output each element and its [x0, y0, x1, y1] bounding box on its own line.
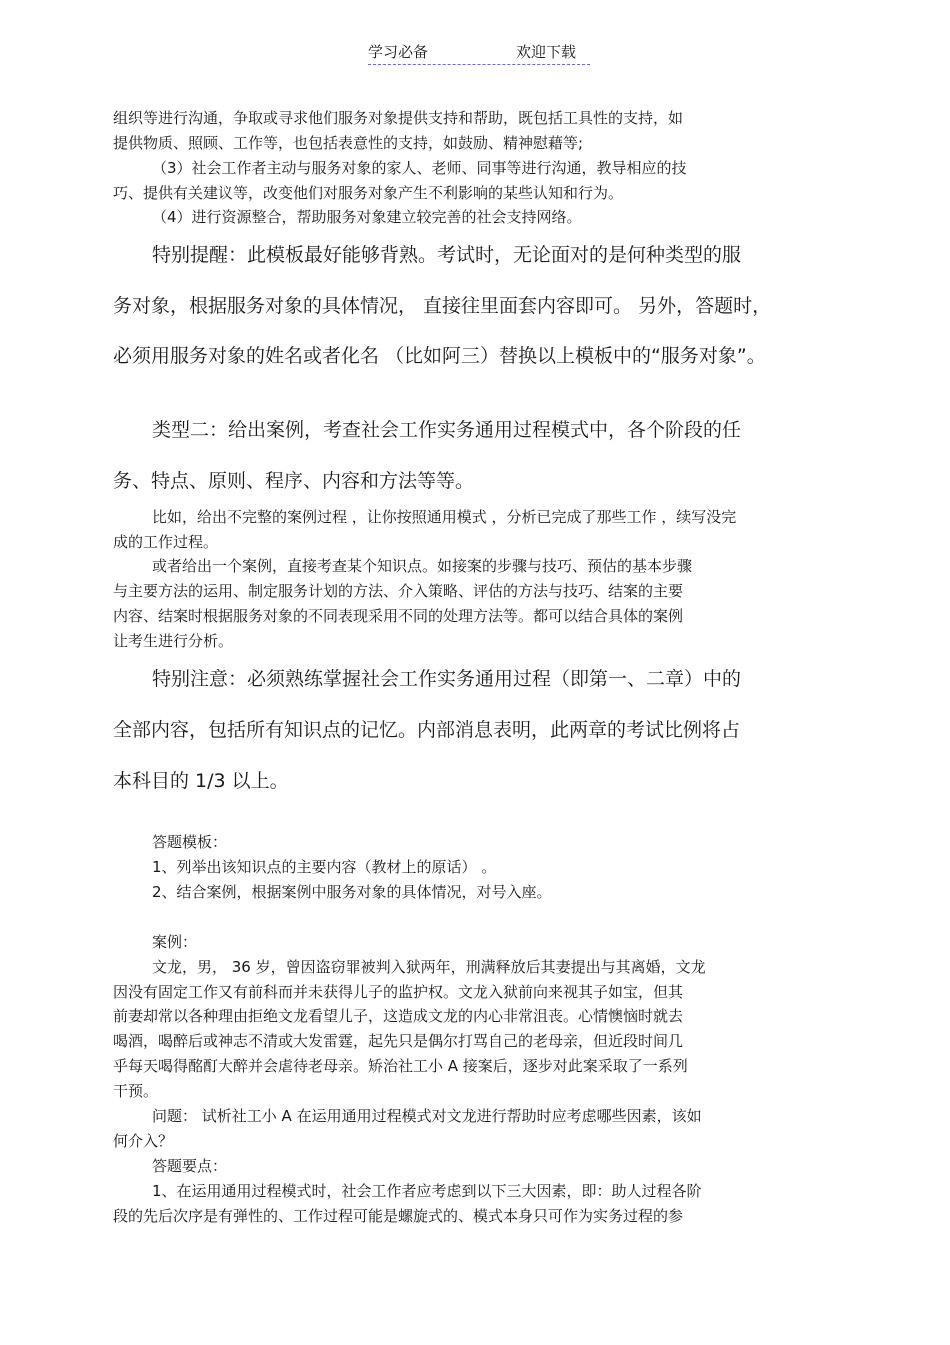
text-line: 与主要方法的运用、制定服务计划的方法、介入策略、评估的方法与技巧、结案的主要: [113, 582, 684, 600]
text-line: 成的工作过程。: [113, 533, 219, 551]
template-heading: 答题模板：: [152, 833, 228, 851]
header-left-text: 学习必备: [368, 43, 429, 61]
reminder-line: 必须用服务对象的姓名或者化名 （比如阿三）替换以上模板中的“服务对象”。: [113, 345, 766, 367]
text-line: 乎每天喝得酩酊大醉并会虐待老母亲。矫治社工小 A 接案后，逐步对此案采取了一系列: [113, 1057, 688, 1075]
text-line: 干预。: [113, 1082, 159, 1100]
text-line: 喝酒，喝醉后或神志不清或大发雷霆，起先只是偶尔打骂自己的老母亲，但近段时间几: [113, 1032, 684, 1050]
text-line: 1、在运用通用过程模式时，社会工作者应考虑到以下三大因素，即：助人过程各阶: [152, 1182, 702, 1200]
text-line: 组织等进行沟通，争取或寻求他们服务对象提供支持和帮助，既包括工具性的支持，如: [113, 109, 684, 127]
notice-line: 特别注意：必须熟练掌握社会工作实务通用过程（即第一、二章）中的: [152, 668, 742, 690]
text-line: 内容、结案时根据服务对象的不同表现采用不同的处理方法等。都可以结合具体的案例: [113, 607, 684, 625]
question-line: 问题： 试析社工小 A 在运用通用过程模式对文龙进行帮助时应考虑哪些因素，该如: [152, 1107, 702, 1125]
text-line: 巧、提供有关建议等，改变他们对服务对象产生不利影响的某些认知和行为。: [113, 184, 624, 202]
template-item: 1、列举出该知识点的主要内容（教材上的原话） 。: [152, 858, 497, 876]
section-heading-line: 务、特点、原则、程序、内容和方法等等。: [113, 470, 475, 492]
text-line: 提供物质、照顾、工作等，也包括表意性的支持，如鼓励、精神慰藉等;: [113, 134, 584, 152]
text-line: （4）进行资源整合，帮助服务对象建立较完善的社会支持网络。: [152, 208, 582, 226]
text-line: 文龙，男， 36 岁，曾因盗窃罪被判入狱两年，刑满释放后其妻提出与其离婚，文龙: [152, 958, 706, 976]
text-line: 或者给出一个案例，直接考查某个知识点。如接案的步骤与技巧、预估的基本步骤: [152, 557, 693, 575]
text-line: 让考生进行分析。: [113, 632, 234, 650]
case-heading: 案例：: [152, 933, 198, 951]
page-header: [368, 42, 590, 65]
answer-heading: 答题要点：: [152, 1157, 228, 1175]
text-line: 因没有固定工作又有前科而并未获得儿子的监护权。文龙入狱前向来视其子如宝，但其: [113, 983, 684, 1001]
notice-line: 全部内容，包括所有知识点的记忆。内部消息表明，此两章的考试比例将占: [113, 719, 741, 741]
template-item: 2、结合案例，根据案例中服务对象的具体情况，对号入座。: [152, 883, 552, 901]
notice-line: 本科目的 1/3 以上。: [113, 770, 289, 792]
section-heading-line: 类型二：给出案例，考查社会工作实务通用过程模式中，各个阶段的任: [152, 419, 742, 441]
text-line: 比如，给出不完整的案例过程 ，让你按照通用模式 ，分析已完成了那些工作 ，续写没完: [152, 508, 737, 526]
question-line: 何介入？: [113, 1132, 174, 1150]
reminder-line: 特别提醒：此模板最好能够背熟。考试时，无论面对的是何种类型的服: [152, 244, 742, 266]
text-line: 前妻却常以各种理由拒绝文龙看望儿子，这造成文龙的内心非常沮丧。心情懊恼时就去: [113, 1007, 684, 1025]
header-right-text: 欢迎下载: [516, 43, 577, 61]
reminder-line: 务对象，根据服务对象的具体情况， 直接往里面套内容即可。 另外，答题时，: [113, 295, 772, 317]
text-line: （3）社会工作者主动与服务对象的家人、老师、同事等进行沟通，教导相应的技: [152, 159, 687, 177]
text-line: 段的先后次序是有弹性的、工作过程可能是螺旋式的、模式本身只可作为实务过程的参: [113, 1207, 684, 1225]
